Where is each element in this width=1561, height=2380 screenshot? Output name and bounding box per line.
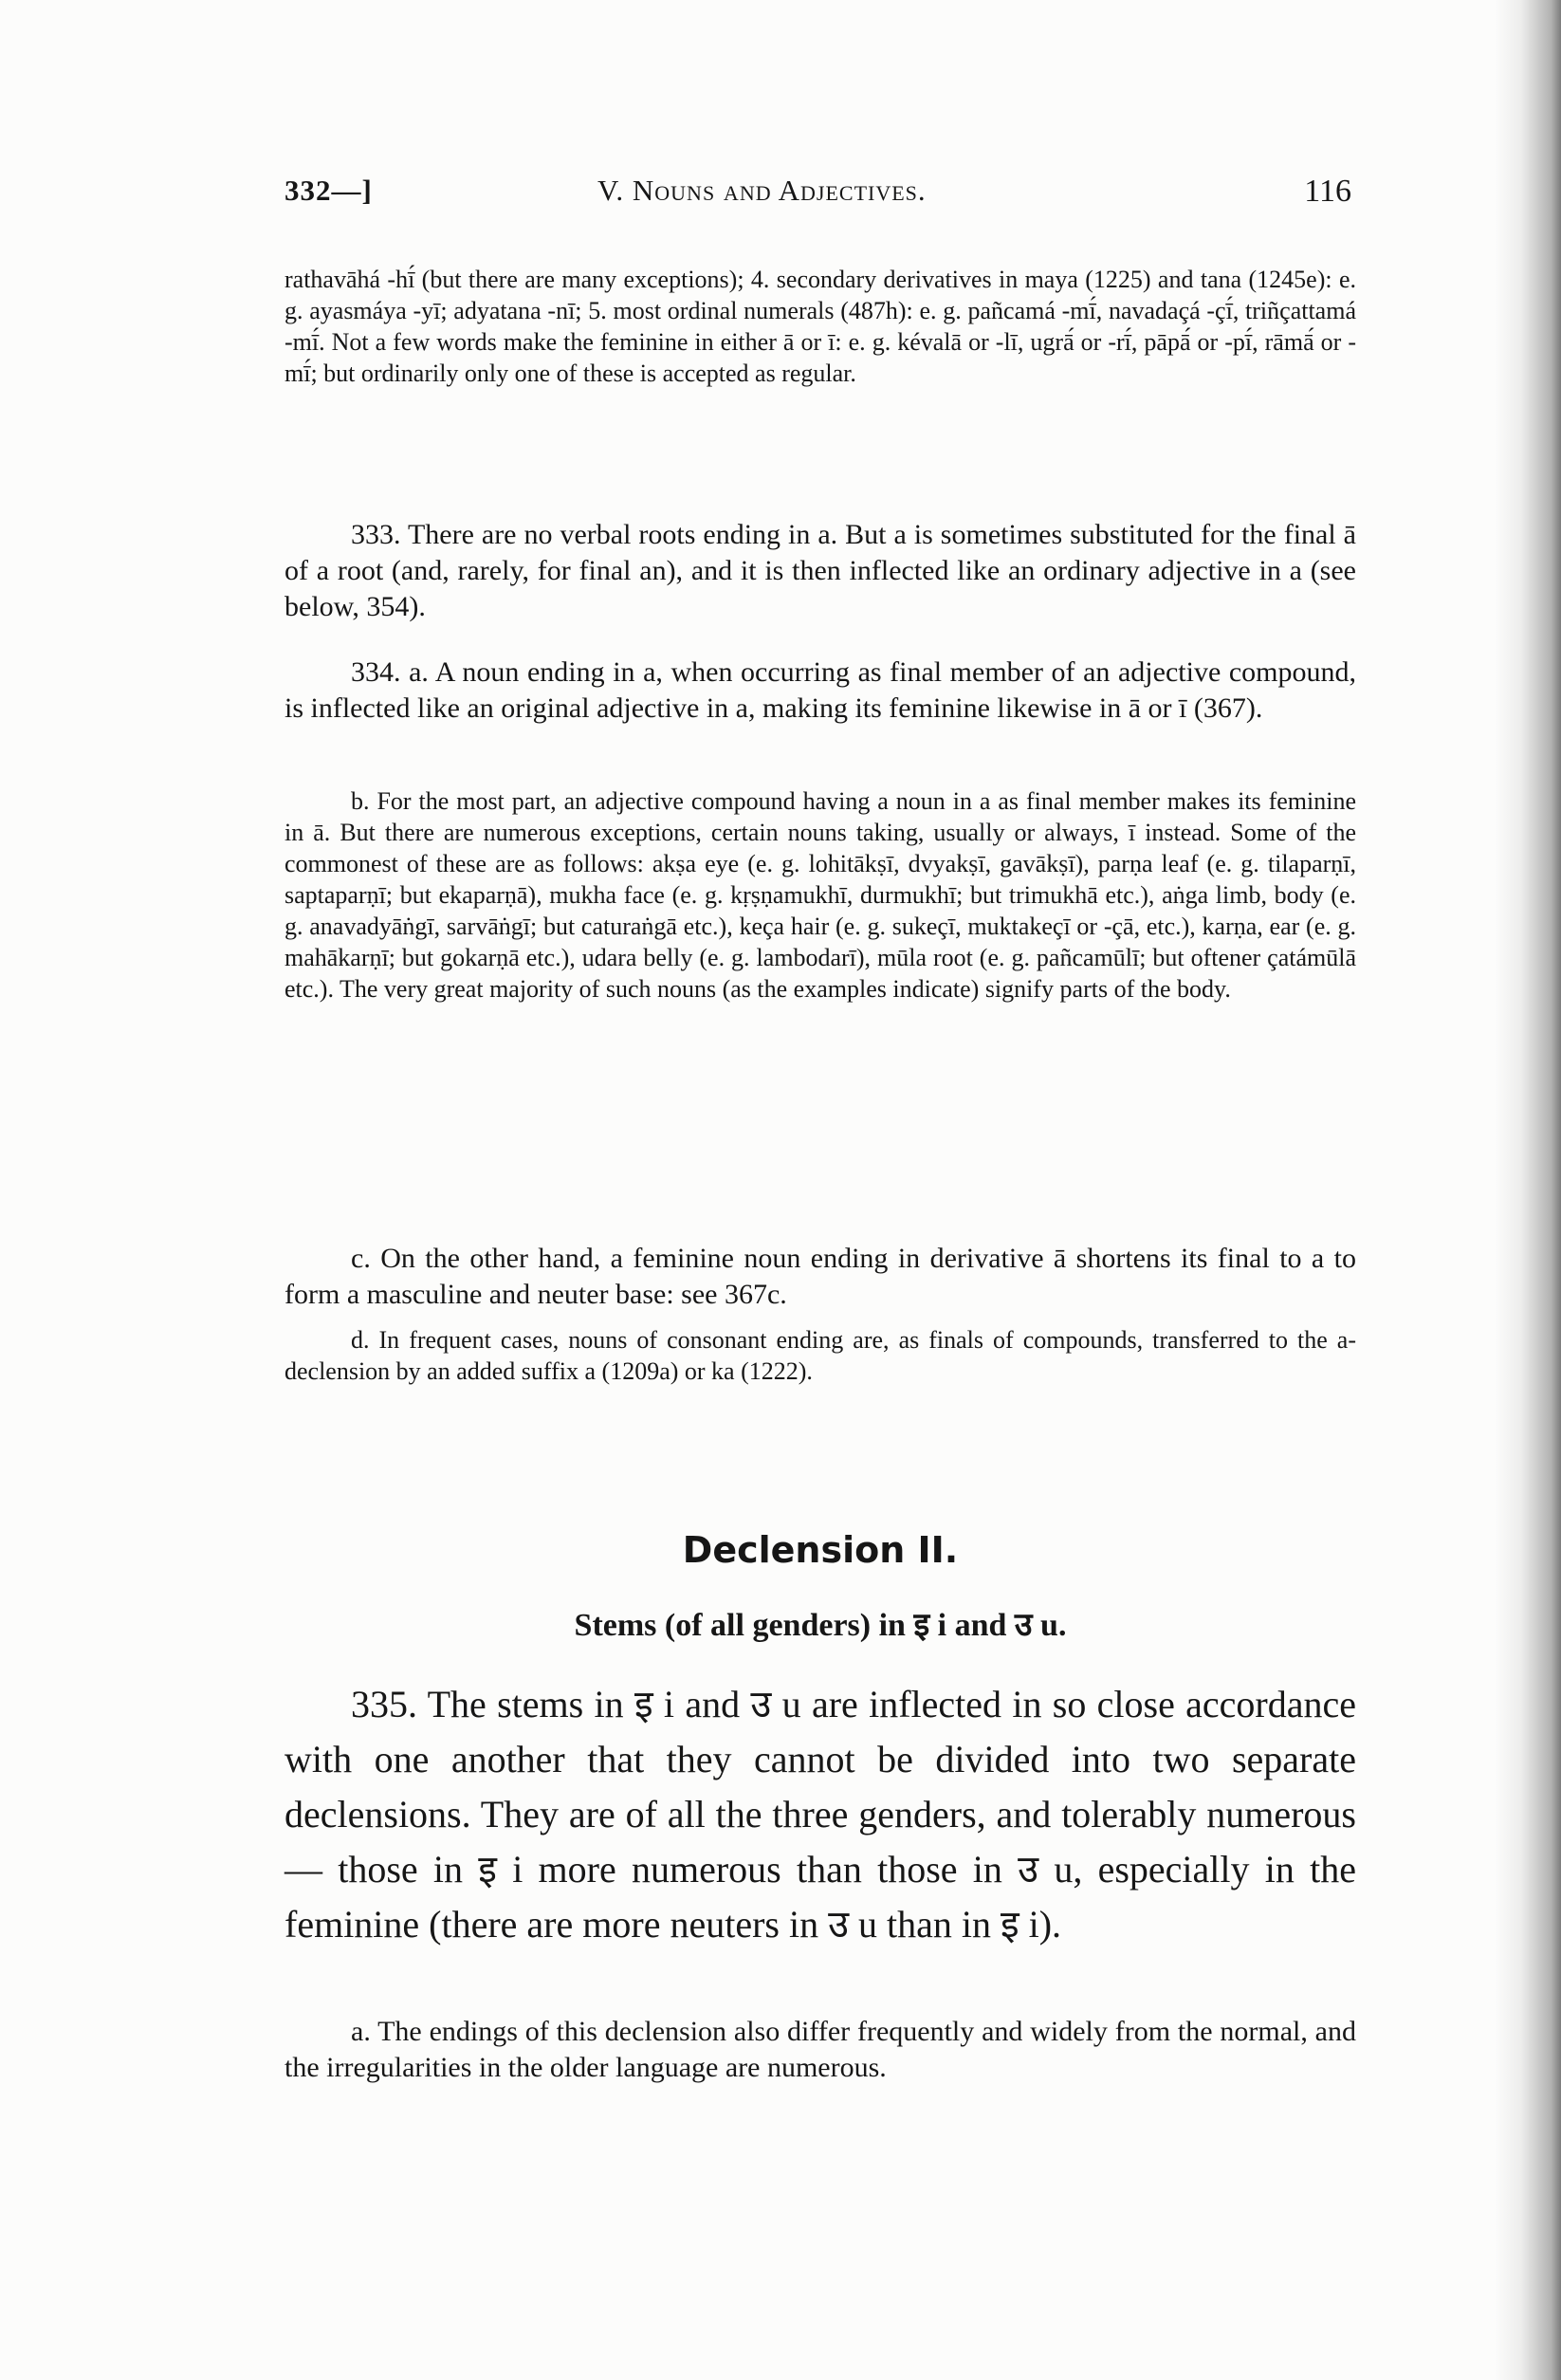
paragraph-334c-text: c. On the other hand, a feminine noun ending in derivative ā shortens its final to a to form a masculine and neuter base: see 367c. (285, 1243, 1356, 1310)
paragraph-333 (285, 517, 1356, 625)
paragraph-334c (285, 1241, 1356, 1313)
running-header (285, 174, 1351, 217)
paragraph-332-text: rathavāhá -hī́ (but there are many exceptions); 4. secondary derivatives in maya (1225) and tana (1245e): e. g. ayasmáya -yī; adyatana -nī; 5. most ordinal numerals (487h): e. g. pañcamá -mī́, navadaçá -çī́, triñçattamá -mī́. Not a few words make the feminine in either ā or ī: e. g. kévalā or -lī, ugrā́ or -rī́, pāpā́ or -pī́, rāmā́ or -mī́; but ordinarily only one of these is accepted as regular. (285, 266, 1356, 387)
page-edge-shadow (1495, 0, 1561, 2380)
page-number: 116 (1304, 174, 1351, 209)
header-section-ref: 332—] (285, 174, 373, 207)
paragraph-334a-text: 334. a. A noun ending in a, when occurring as final member of an adjective compound, is inflected like an original adjective in a, making its feminine likewise in ā or ī (367). (285, 656, 1356, 724)
paragraph-334d-text: d. In frequent cases, nouns of consonant ending are, as finals of compounds, transferred to the a-declension by an added suffix a (1209a) or ka (1222). (285, 1326, 1356, 1385)
paragraph-334d (285, 1324, 1356, 1387)
paragraph-335-text: 335. The stems in इ i and उ u are inflected in so close accordance with one another that they cannot be divided into two separate declensions. They are of all the three genders, and tolerably numerous — those in इ i more numerous than those in उ u, especially in the feminine (there are more neuters in उ u than in इ i). (285, 1683, 1356, 1946)
paragraph-335a-text: a. The endings of this declension also differ frequently and widely from the normal, and the irregularities in the older language are numerous. (285, 2016, 1356, 2083)
paragraph-335 (285, 1677, 1356, 1952)
paragraph-334a (285, 655, 1356, 727)
paragraph-332-continued (285, 264, 1356, 389)
header-chapter-title: V. Nouns and Adjectives. (597, 174, 927, 207)
paragraph-335a (285, 2014, 1356, 2086)
paragraph-334b (285, 785, 1356, 1005)
paragraph-333-text: 333. There are no verbal roots ending in a. But a is sometimes substituted for the final ā of a root (and, rarely, for final an), and it is then inflected like an ordinary adjective in a (see below, 354). (285, 519, 1356, 622)
paragraph-334b-text: b. For the most part, an adjective compound having a noun in a as final member makes its feminine in ā. But there are numerous exceptions, certain nouns taking, usually or always, ī instead. Some of the commonest of these are as follows: akṣa eye (e. g. lohitākṣī, dvyakṣī, gavākṣī), parṇa leaf (e. g. tilaparṇī, saptaparṇī; but ekaparṇā), mukha face (e. g. kṛṣṇamukhī, durmukhī; but trimukhā etc.), aṅga limb, body (e. g. anavadyāṅgī, sarvāṅgī; but caturaṅgā etc.), keça hair (e. g. sukeçī, muktakeçī or -çā, etc.), karṇa, ear (e. g. mahākarṇī; but gokarṇā etc.), udara belly (e. g. lambodarī), mūla root (e. g. pañcamūlī; but oftener çatámūlā etc.). The very great majority of such nouns (as the examples indicate) signify parts of the body. (285, 787, 1356, 1003)
section-title: Declension II. (682, 1529, 959, 1571)
section-subtitle: Stems (of all genders) in इ i and उ u. (574, 1608, 1067, 1643)
